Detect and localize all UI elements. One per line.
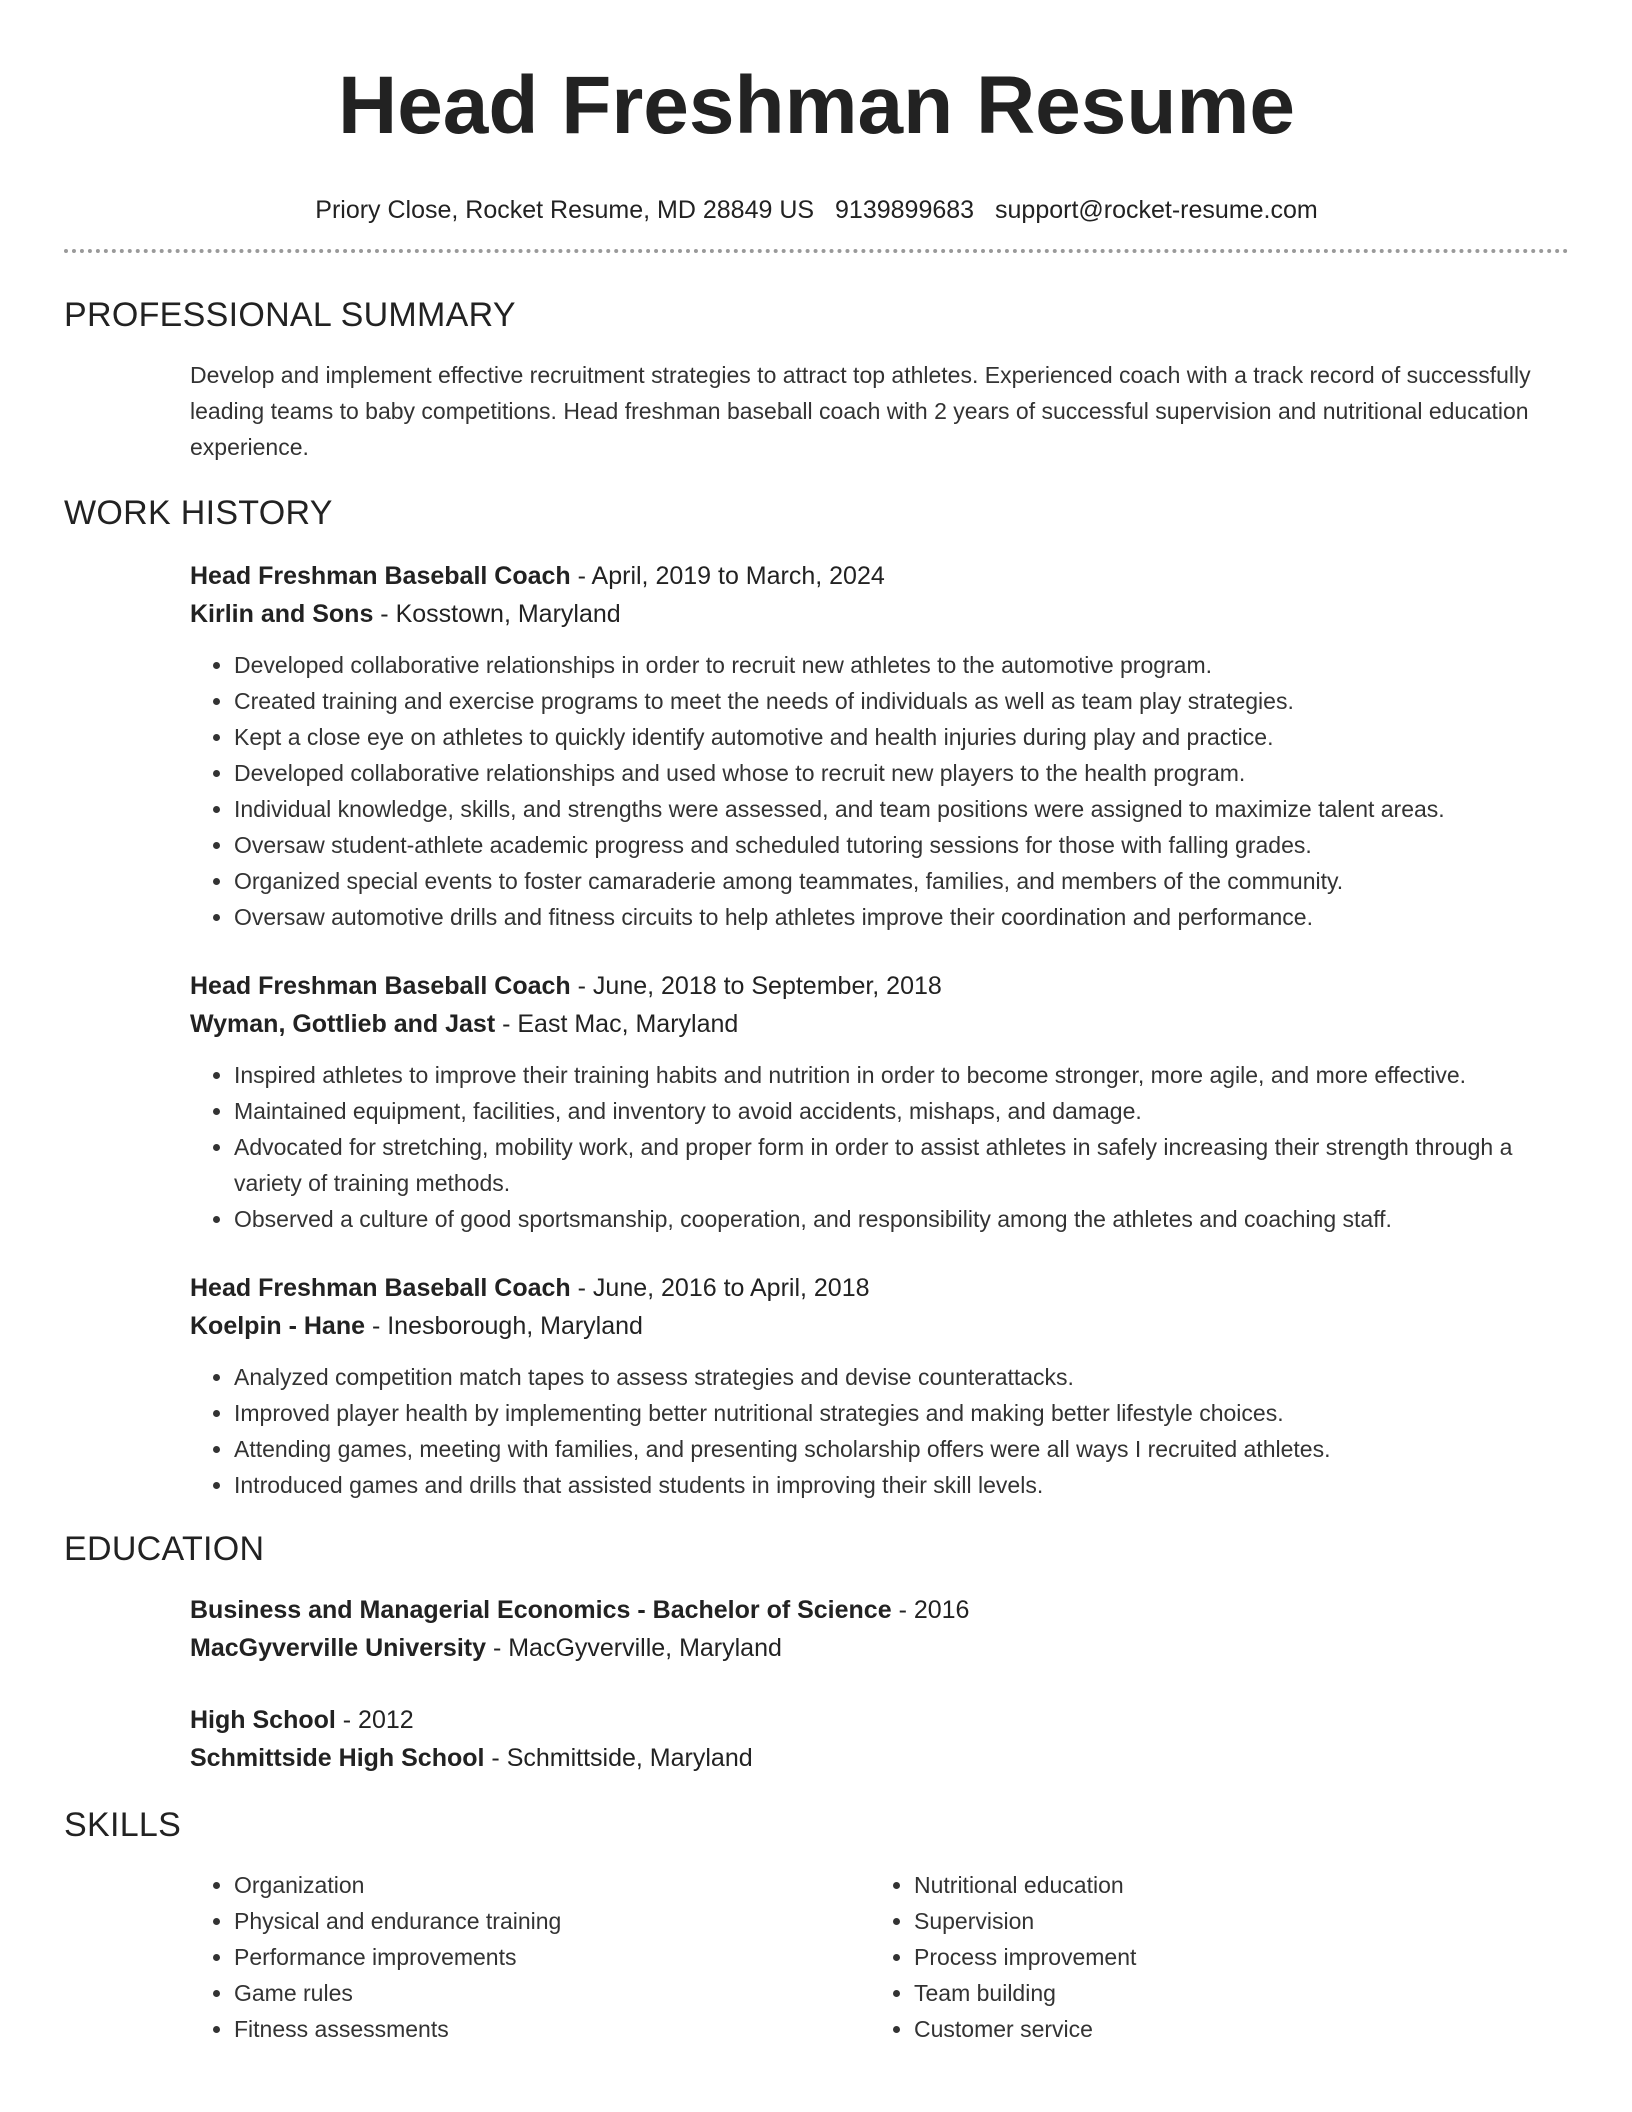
list-item: • Observed a culture of good sportsmanship, cooperation, and responsibility among the athletes and coaching staff. [234,1201,1569,1237]
list-item: • Process improvement [914,1939,1550,1975]
school-location: - Schmittside, Maryland [484,1744,753,1772]
list-item: • Developed collaborative relationships and used whose to recruit new players to the health program. [234,755,1569,791]
job-bullets [190,647,1569,935]
contact-phone: 9139899683 [835,196,975,224]
job-bullets [190,1057,1569,1237]
job-company: Koelpin - Hane [190,1312,366,1340]
list-item: • Organization [234,1867,870,1903]
job-location: - Inesborough, Maryland [365,1312,643,1340]
job-role: Head Freshman Baseball Coach [190,1274,571,1302]
job-role: Head Freshman Baseball Coach [190,972,571,1000]
list-item: • Created training and exercise programs to meet the needs of individuals as well as team play strategies. [234,683,1569,719]
contact-email: support@rocket-resume.com [995,196,1318,224]
education-entry-2 [190,1701,1569,1777]
list-item: • Inspired athletes to improve their training habits and nutrition in order to become stronger, more agile, and more effective. [234,1057,1569,1093]
job-dates: - June, 2018 to September, 2018 [570,972,942,1000]
job-entry-3 [190,1269,1569,1503]
skills-heading: SKILLS [64,1806,182,1844]
list-item: • Individual knowledge, skills, and strengths were assessed, and team positions were assigned to maximize talent areas. [234,791,1569,827]
degree-name: High School [190,1706,336,1734]
education-entry-1 [190,1591,1569,1667]
job-dates: - June, 2016 to April, 2018 [570,1274,870,1302]
job-company-line [190,595,1569,633]
summary-text: Develop and implement effective recruitment strategies to attract top athletes. Experienced coach with a track record of successfully leading teams to baby competitions. Head freshman baseball coach with 2 years of successful supervision and nutritional education experience. [190,362,1531,460]
degree-line [190,1591,1569,1629]
list-item: • Improved player health by implementing better nutritional strategies and making better lifestyle choices. [234,1395,1569,1431]
job-entry-1 [190,557,1569,935]
job-company: Wyman, Gottlieb and Jast [190,1010,496,1038]
list-item: • Physical and endurance training [234,1903,870,1939]
list-item: • Developed collaborative relationships in order to recruit new athletes to the automotive program. [234,647,1569,683]
degree-line [190,1701,1569,1739]
list-item: • Kept a close eye on athletes to quickly identify automotive and health injuries during play and practice. [234,719,1569,755]
degree-name: Business and Managerial Economics - Bachelor of Science [190,1596,892,1624]
list-item: • Customer service [914,2011,1550,2047]
list-item: • Oversaw automotive drills and fitness circuits to help athletes improve their coordination and performance. [234,899,1569,935]
degree-year: - 2016 [891,1596,970,1624]
job-bullets [190,1359,1569,1503]
school-location: - MacGyverville, Maryland [486,1634,782,1662]
list-item: • Game rules [234,1975,870,2011]
list-item: • Introduced games and drills that assisted students in improving their skill levels. [234,1467,1569,1503]
job-dates: - April, 2019 to March, 2024 [570,562,885,590]
skills-left-column [190,1867,870,2047]
job-location: - East Mac, Maryland [495,1010,739,1038]
contact-address: Priory Close, Rocket Resume, MD 28849 US [315,196,815,224]
job-entry-2 [190,967,1569,1237]
job-company-line [190,1307,1569,1345]
list-item: • Organized special events to foster camaraderie among teammates, families, and members of the community. [234,863,1569,899]
school-name: Schmittside High School [190,1744,485,1772]
list-item: • Maintained equipment, facilities, and inventory to avoid accidents, mishaps, and damage. [234,1093,1569,1129]
list-item: • Nutritional education [914,1867,1550,1903]
list-item: • Team building [914,1975,1550,2011]
job-title-line [190,967,1569,1005]
job-company-line [190,1005,1569,1043]
list-item: • Fitness assessments [234,2011,870,2047]
resume-title: Head Freshman Resume [337,60,1295,151]
header-divider [64,249,1569,253]
job-title-line [190,1269,1569,1307]
resume-page [64,0,1569,2047]
contact-line [64,194,1569,226]
skills-right-column [870,1867,1550,2047]
summary-heading: PROFESSIONAL SUMMARY [64,296,516,334]
education-heading: EDUCATION [64,1530,265,1568]
list-item: • Oversaw student-athlete academic progress and scheduled tutoring sessions for those with falling grades. [234,827,1569,863]
school-line [190,1739,1569,1777]
degree-year: - 2012 [335,1706,414,1734]
job-company: Kirlin and Sons [190,600,374,628]
work-history-heading: WORK HISTORY [64,494,333,532]
list-item: • Attending games, meeting with families, and presenting scholarship offers were all ways I recruited athletes. [234,1431,1569,1467]
job-title-line [190,557,1569,595]
job-location: - Kosstown, Maryland [373,600,621,628]
school-name: MacGyverville University [190,1634,486,1662]
list-item: • Performance improvements [234,1939,870,1975]
list-item: • Supervision [914,1903,1550,1939]
school-line [190,1629,1569,1667]
skills-columns [190,1867,1569,2047]
list-item: • Analyzed competition match tapes to assess strategies and devise counterattacks. [234,1359,1569,1395]
list-item: • Advocated for stretching, mobility work, and proper form in order to assist athletes in safely increasing their strength through a variety of training methods. [234,1129,1569,1201]
job-role: Head Freshman Baseball Coach [190,562,571,590]
